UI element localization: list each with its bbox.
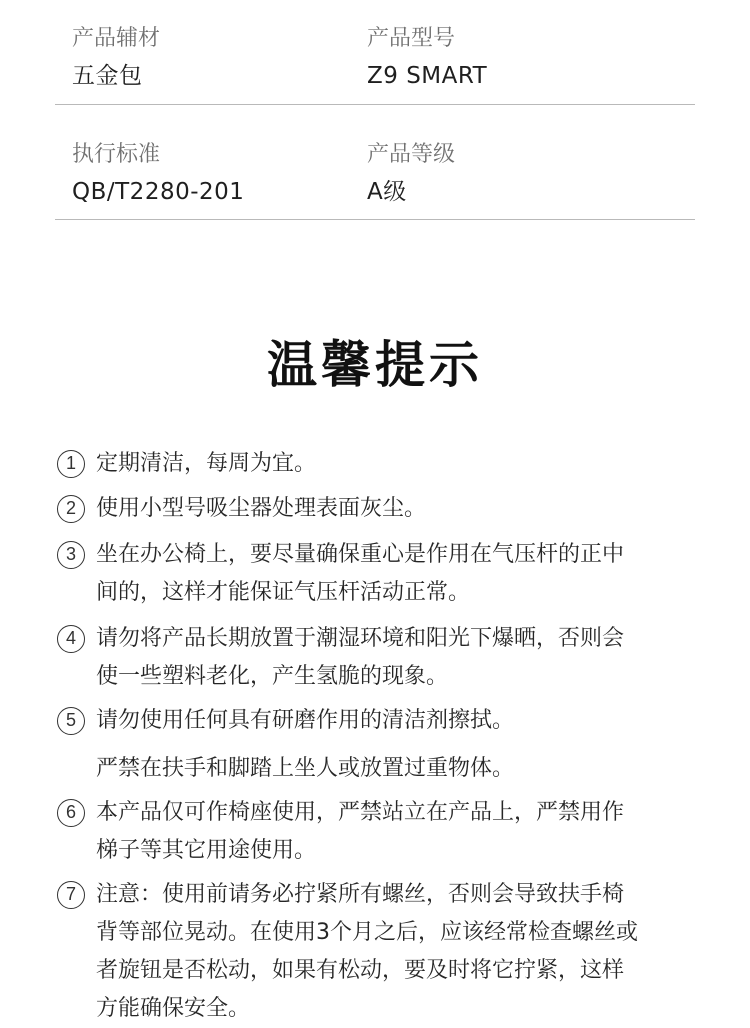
tip-text-line: 使用小型号吸尘器处理表面灰尘。 [96, 496, 427, 521]
tip-text-line: 者旋钮是否松动，如果有松动，要及时将它拧紧，这样 [96, 958, 625, 983]
tip-text-line: 梯子等其它用途使用。 [96, 838, 317, 863]
tip-text-line: 定期清洁，每周为宜。 [96, 451, 317, 476]
spec-row-2 [55, 109, 695, 220]
spec-value: 五金包 [72, 63, 143, 89]
tip-text-line: 背等部位晃动。在使用3个月之后，应该经常检查螺丝或 [96, 920, 638, 945]
tip-text-line: 本产品仅可作椅座使用，严禁站立在产品上，严禁用作 [96, 800, 625, 825]
spec-value: A级 [367, 179, 407, 205]
circled-number-icon: 5 [57, 707, 85, 735]
section-title: 温馨提示 [267, 336, 483, 394]
spec-label: 产品型号 [367, 26, 456, 51]
circled-number-icon: 3 [57, 541, 85, 569]
tip-text-line: 请勿使用任何具有研磨作用的清洁剂擦拭。 [96, 708, 515, 733]
spec-value: QB/T2280-201 [72, 179, 245, 205]
tip-text-line: 注意：使用前请务必拧紧所有螺丝，否则会导致扶手椅 [96, 882, 625, 907]
spec-label: 执行标准 [72, 142, 161, 167]
circled-number-icon: 7 [57, 881, 85, 909]
tip-text-line: 方能确保安全。 [96, 996, 251, 1021]
circled-number-icon: 1 [57, 450, 85, 478]
circled-number-icon: 4 [57, 625, 85, 653]
spec-label: 产品辅材 [72, 26, 161, 51]
tip-text-line: 间的，这样才能保证气压杆活动正常。 [96, 580, 471, 605]
tip-text-line: 坐在办公椅上，要尽量确保重心是作用在气压杆的正中 [96, 542, 625, 567]
spec-label: 产品等级 [367, 142, 456, 167]
spec-value: Z9 SMART [367, 63, 488, 89]
circled-number-icon: 6 [57, 799, 85, 827]
circled-number-icon: 2 [57, 495, 85, 523]
tip-text-line: 严禁在扶手和脚踏上坐人或放置过重物体。 [96, 756, 515, 781]
tip-text-line: 请勿将产品长期放置于潮湿环境和阳光下爆晒，否则会 [96, 626, 625, 651]
tip-text-line: 使一些塑料老化，产生氢脆的现象。 [96, 664, 449, 689]
spec-row-1 [55, 0, 695, 105]
